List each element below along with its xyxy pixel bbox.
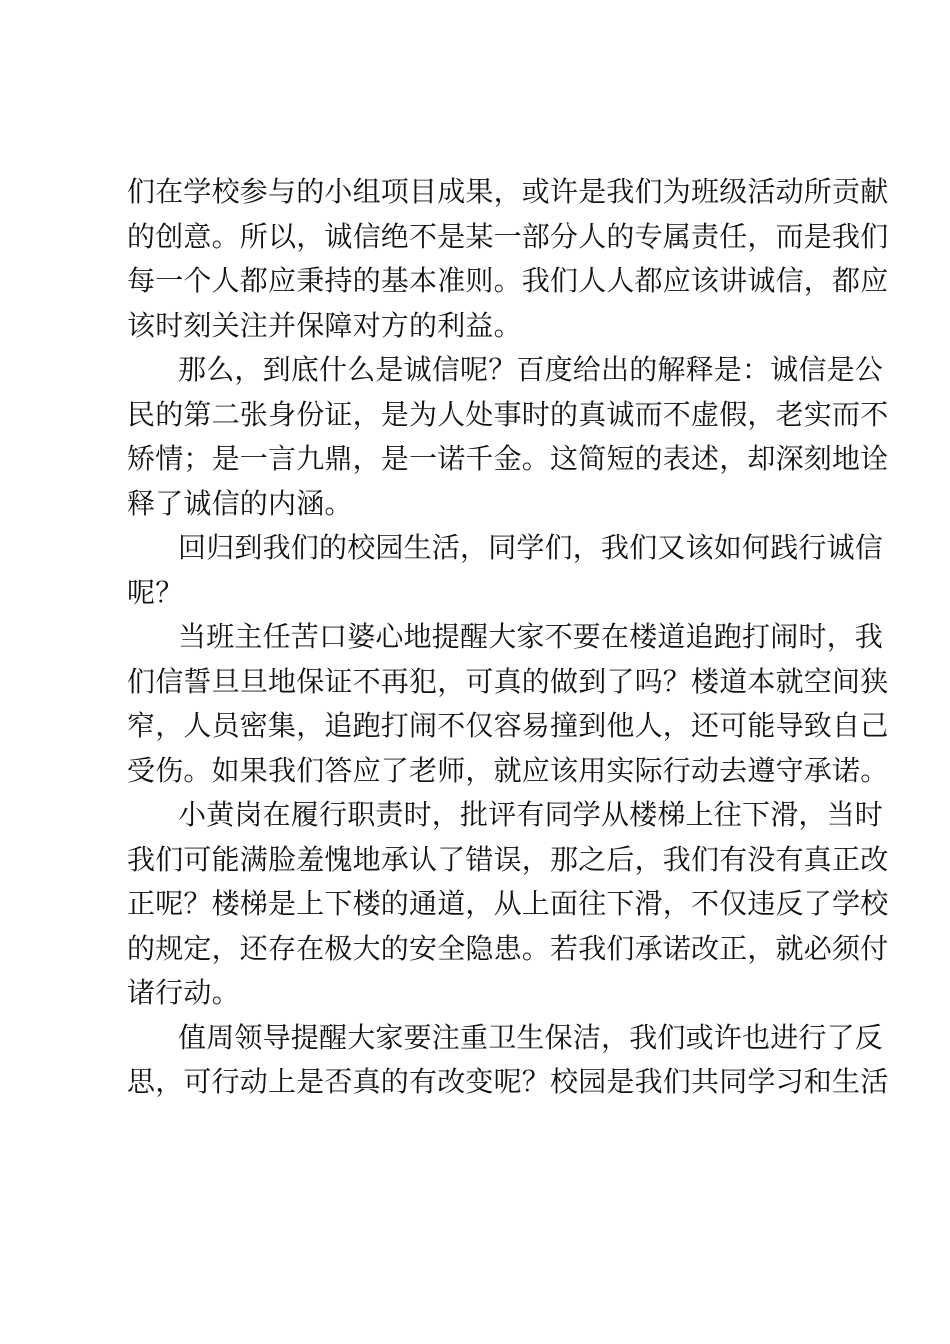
paragraph-first-line: 小黄岗在履行职责时，批评有同学从楼梯上往下滑，当时 (178, 798, 884, 831)
text-line: 的规定，还存在极大的安全隐患。若我们承诺改正，就必须付 (127, 931, 889, 965)
text-line: 矫情；是一言九鼎，是一诺千金。这简短的表述，却深刻地诠 (127, 442, 889, 475)
paragraph-first-line: 那么，到底什么是诚信呢？百度给出的解释是：诚信是公 (178, 353, 884, 386)
text-line: 窄，人员密集，追跑打闹不仅容易撞到他人，还可能导致自己 (127, 709, 889, 742)
text-line: 每一个人都应秉持的基本准则。我们人人都应该讲诚信，都应 (127, 264, 889, 297)
paragraph-first-line: 回归到我们的校园生活，同学们，我们又该如何践行诚信 (178, 531, 884, 564)
text-line: 们在学校参与的小组项目成果，或许是我们为班级活动所贡献 (127, 175, 889, 208)
text-line: 诸行动。 (127, 976, 240, 1009)
text-line: 民的第二张身份证，是为人处事时的真诚而不虚假，老实而不 (127, 397, 889, 431)
paragraph-first-line: 当班主任苦口婆心地提醒大家不要在楼道追跑打闹时，我 (178, 620, 884, 653)
text-line: 正呢？楼梯是上下楼的通道，从上面往下滑，不仅违反了学校 (127, 887, 889, 920)
text-line: 释了诚信的内涵。 (127, 486, 353, 520)
text-line: 受伤。如果我们答应了老师，就应该用实际行动去遵守承诺。 (127, 753, 889, 787)
paragraph-first-line: 值周领导提醒大家要注重卫生保洁，我们或许也进行了反 (178, 1020, 884, 1054)
body-text (127, 170, 889, 1105)
text-line: 们信誓旦旦地保证不再犯，可真的做到了吗？楼道本就空间狭 (127, 664, 889, 698)
text-line: 思，可行动上是否真的有改变呢？校园是我们共同学习和生活 (127, 1065, 889, 1098)
text-line: 该时刻关注并保障对方的利益。 (127, 308, 522, 342)
text-line: 我们可能满脸羞愧地承认了错误，那之后，我们有没有真正改 (127, 842, 889, 876)
text-line: 呢？ (127, 575, 184, 609)
text-line: 的创意。所以，诚信绝不是某一部分人的专属责任，而是我们 (127, 219, 889, 253)
